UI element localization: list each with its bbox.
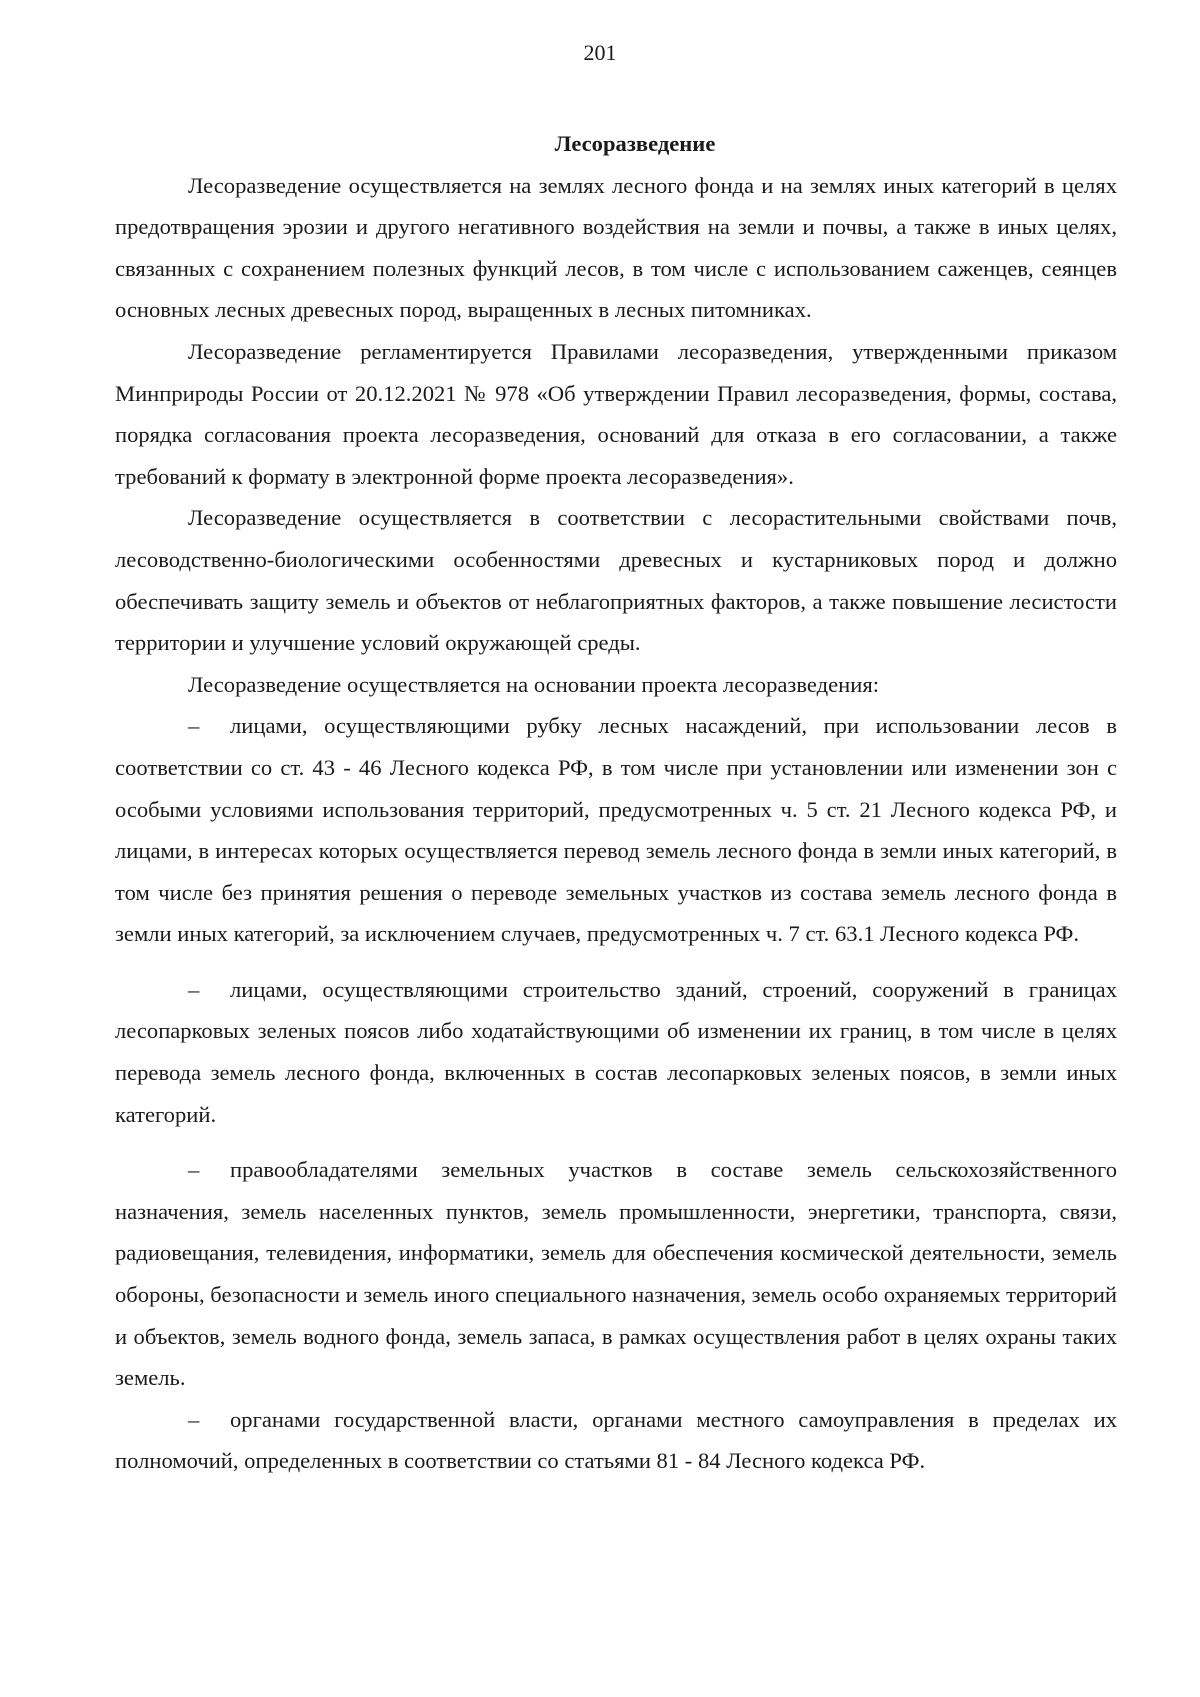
page-number: 201	[583, 40, 617, 65]
paragraph-4: Лесоразведение осуществляется на основании проекта лесоразведения:	[188, 671, 879, 697]
paragraph-3: Лесоразведение осуществляется в соответствии с лесорастительными свойствами почв, лесоводственно-биологическими особенностями древесных и кустарниковых пород и должно обеспечивать защиту земель и объектов от неблагоприятных факторов, а также повышение лесистости территории и улучшение условий окружающей среды.	[115, 505, 1117, 656]
list-item-text: правообладателями земельных участков в составе земель сельскохозяйственного назначения, земель населенных пунктов, земель промышленности, энергетики, транспорта, связи, радиовещания, телевидения, информатики, земель для обеспечения космической деятельности, земель обороны, безопасности и земель иного специального назначения, земель особо охраняемых территорий и объектов, земель водного фонда, земель запаса, в рамках осуществления работ в целях охраны таких земель.	[115, 1157, 1118, 1391]
bullet-dash: –	[188, 1157, 200, 1183]
paragraph-1: Лесоразведение осуществляется на землях лесного фонда и на землях иных категорий в целях предотвращения эрозии и другого негативного воздействия на земли и почвы, а также в иных целях, связанных с сохранением полезных функций лесов, в том числе с использованием саженцев, сеянцев основных лесных древесных пород, выращенных в лесных питомниках.	[115, 172, 1117, 323]
list-item	[115, 1399, 1117, 1482]
section-title: Лесоразведение	[554, 131, 716, 156]
list-item	[115, 1149, 1117, 1399]
spacer	[115, 1135, 1117, 1149]
spacer	[115, 955, 1117, 969]
bullet-dash: –	[188, 1406, 200, 1432]
bullet-dash: –	[188, 713, 200, 739]
bullet-dash: –	[188, 976, 200, 1002]
list-item-text: лицами, осуществляющими строительство зданий, строений, сооружений в границах лесопарковых зеленых поясов либо ходатайствующими об изменении их границ, в том числе в целях перевода земель лесного фонда, включенных в состав лесопарковых зеленых поясов, в земли иных категорий.	[115, 976, 1117, 1127]
list-item-text: органами государственной власти, органами местного самоуправления в пределах их полномочий, определенных в соответствии со статьями 81 - 84 Лесного кодекса РФ.	[115, 1406, 1117, 1474]
list-item	[115, 969, 1117, 1135]
list-item-text: лицами, осуществляющими рубку лесных насаждений, при использовании лесов в соответствии со ст. 43 - 46 Лесного кодекса РФ, в том числе при установлении или изменении зон с особыми условиями использования территорий, предусмотренных ч. 5 ст. 21 Лесного кодекса РФ, и лицами, в интересах которых осуществляется перевод земель лесного фонда в земли иных категорий, в том числе без принятия решения о переводе земельных участков из состава земель лесного фонда в земли иных категорий, за исключением случаев, предусмотренных ч. 7 ст. 63.1 Лесного кодекса РФ.	[115, 713, 1117, 947]
document-body	[115, 123, 1117, 1482]
paragraph-2: Лесоразведение регламентируется Правилами лесоразведения, утвержденными приказом Минприроды России от 20.12.2021 № 978 «Об утверждении Правил лесоразведения, формы, состава, порядка согласования проекта лесоразведения, оснований для отказа в его согласовании, а также требований к формату в электронной форме проекта лесоразведения».	[115, 338, 1117, 489]
list-item	[115, 705, 1117, 955]
